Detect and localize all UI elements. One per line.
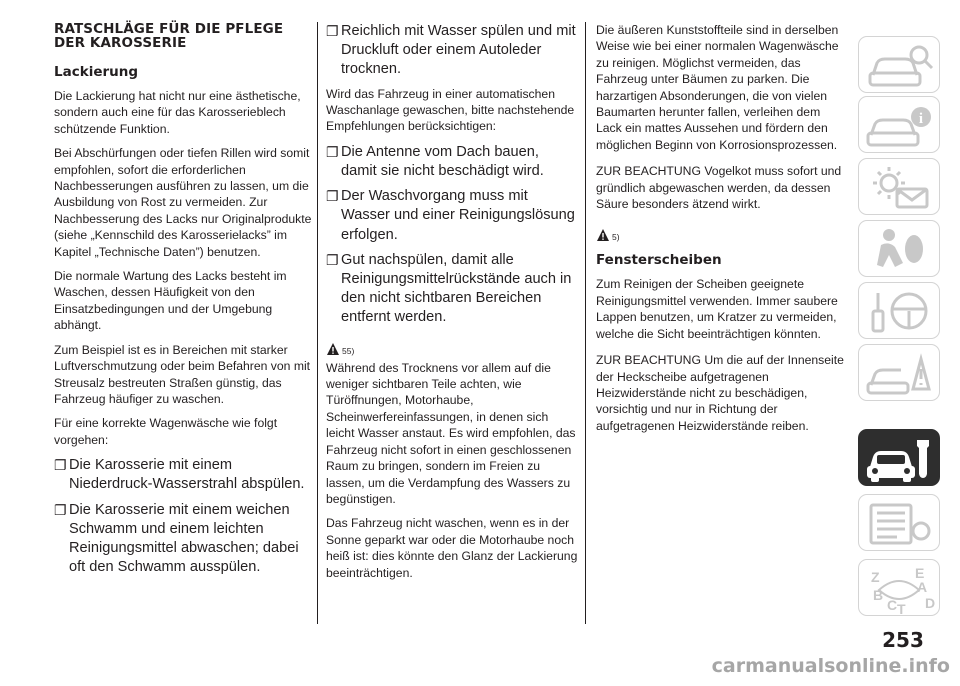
paragraph: Während des Trocknens vor allem auf die weniger sichtbaren Teile achten, wie Türöffnungen, Motorhaube, Scheinwerfereinfassungen, in denen sich leicht Wasser anstaut. Es wird empfohlen, das Fahrzeug nicht sofort in einen geschlossenen Raum zu bringen, sondern im Freien zu lassen, um die Verdampfung des Wassers zu begünstigen.	[326, 360, 576, 506]
warning-ref-number: 55)	[342, 345, 355, 356]
svg-text:i: i	[918, 111, 924, 127]
car-search-icon	[859, 37, 941, 94]
checkbox-bullet-icon: ❐	[326, 251, 339, 268]
warning-reference[interactable]	[326, 334, 578, 356]
paragraph: Wird das Fahrzeug in einer automatischen Waschanlage gewaschen, bitte nachstehende Empfehlungen berücksichtigen:	[326, 86, 575, 134]
bullet-text: Die Karosserie mit einem weichen Schwamm und einem leichten Reinigungsmittel abwaschen; dabei oft den Schwamm ausspülen.	[69, 501, 299, 576]
chapter-tab-vehicle-overview[interactable]	[858, 36, 940, 93]
note-paragraph: ZUR BEACHTUNG Um die auf der Innenseite der Heckscheibe aufgetragenen Heizwiderstände nicht zu beschädigen, vorsichtig und nur in Richtung der aufgetragenen Heizwiderstände reiben.	[596, 353, 844, 433]
chapter-tab-knowing-vehicle[interactable]	[858, 96, 940, 153]
paragraph: Die äußeren Kunststoffteile sind in derselben Weise wie bei einer normalen Wagenwäsche zu reinigen. Möglichst vermeiden, das Fahrzeug unter Bäumen zu parken. Die harzartigen Absonderungen, die von vielen Baumarten herunter fallen, verleihen dem Lack ein mattes Aussehen und fördern den möglichen Beginn von Korrosionsprozessen.	[596, 23, 839, 152]
chapter-tab-safety[interactable]	[858, 220, 940, 277]
bullet-item	[326, 187, 578, 245]
column-divider-1	[317, 22, 318, 624]
paragraph: Zum Beispiel ist es in Bereichen mit starker Luftverschmutzung oder beim Befahren von mit Streusalz bestreuten Straßen günstig, das Fahrzeug häufiger zu waschen.	[54, 342, 311, 406]
bullet-text: Der Waschvorgang muss mit Wasser und einer Reinigungslösung erfolgen.	[341, 188, 575, 243]
bullet-item	[326, 22, 578, 80]
bullet-item	[54, 501, 312, 578]
checkbox-bullet-icon: ❐	[326, 188, 339, 205]
note-hand-icon	[596, 228, 610, 242]
index-letter: Z	[871, 569, 880, 585]
index-letter: T	[897, 601, 906, 617]
watermark-footer: carmanualsonline.info	[711, 655, 950, 677]
chapter-tab-maintenance[interactable]	[858, 429, 940, 486]
chapter-tab-index[interactable]	[858, 559, 940, 616]
bullet-text: Die Karosserie mit einem Niederdruck-Wasserstrahl abspülen.	[69, 457, 305, 493]
column-1	[54, 22, 312, 583]
bullet-item	[326, 143, 578, 181]
note-paragraph: ZUR BEACHTUNG Vogelkot muss sofort und gründlich abgewaschen werden, da dessen Säure besonders ätzend wirkt.	[596, 164, 842, 212]
index-letter: E	[915, 565, 925, 581]
steering-key-icon	[859, 283, 941, 340]
note-ref-number: 5)	[612, 232, 620, 243]
paragraph: Bei Abschürfungen oder tiefen Rillen wird somit empfohlen, sofort die erforderlichen Nachbesserungen ausführen zu lassen, um die Ausbildung von Rost zu vermeiden. Zur Nachbesserung des Lacks nur Originalprodukte (siehe „Kennschild des Karosserielacks” im Kapitel „Technische Daten”) benutzen.	[54, 146, 312, 259]
warning-lights-icon	[859, 159, 941, 216]
note-reference[interactable]	[596, 220, 846, 242]
column-2	[326, 22, 578, 589]
bullet-text: Die Antenne vom Dach bauen, damit sie nicht beschädigt wird.	[341, 143, 544, 180]
car-service-icon	[859, 430, 941, 487]
page-number: 253	[882, 628, 924, 652]
chapter-tab-warning-lights[interactable]	[858, 158, 940, 215]
chapter-tab-starting-driving[interactable]	[858, 282, 940, 339]
column-divider-2	[585, 22, 586, 624]
paragraph: Die Lackierung hat nicht nur eine ästhetische, sondern auch eine für das Karosserieblech schützende Funktion.	[54, 89, 301, 136]
column-3	[596, 22, 846, 442]
checkbox-bullet-icon: ❐	[326, 23, 339, 39]
bullet-item	[54, 456, 312, 494]
subheading-lackierung: Lackierung	[54, 64, 139, 80]
paragraph: Das Fahrzeug nicht waschen, wenn es in der Sonne geparkt war oder die Motorhaube noch heiß ist: dies könnte den Glanz der Lackierung beeinträchtigen.	[326, 516, 578, 580]
checkbox-bullet-icon: ❐	[54, 501, 67, 518]
chapter-tab-emergency[interactable]	[858, 344, 940, 401]
paragraph: Die normale Wartung des Lacks besteht im Waschen, dessen Häufigkeit von den Einsatzbedingungen und der Umgebung abhängt.	[54, 269, 287, 333]
checkbox-bullet-icon: ❐	[54, 457, 67, 474]
section-heading: RATSCHLÄGE FÜR DIE PFLEGE DER KAROSSERIE	[54, 21, 284, 51]
car-breakdown-icon	[859, 345, 941, 402]
car-info-icon	[859, 97, 941, 154]
bullet-text: Reichlich mit Wasser spülen und mit Druckluft oder einem Autoleder trocknen.	[341, 23, 576, 78]
bullet-item	[326, 251, 578, 328]
index-letter: C	[887, 597, 898, 613]
index-letter: B	[873, 587, 884, 603]
subheading-fensterscheiben: Fensterscheiben	[596, 252, 722, 269]
technical-data-icon	[859, 495, 941, 552]
checkbox-bullet-icon: ❐	[326, 143, 339, 160]
airbag-seat-icon	[859, 221, 941, 278]
chapter-tab-technical-data[interactable]	[858, 494, 940, 551]
index-letter: D	[925, 595, 936, 611]
alphabetical-index-icon	[859, 560, 941, 617]
paragraph: Für eine korrekte Wagenwäsche wie folgt vorgehen:	[54, 416, 278, 447]
paragraph: Zum Reinigen der Scheiben geeignete Reinigungsmittel verwenden. Immer saubere Lappen benutzen, um Kratzer zu vermeiden, welche die Sicht beeinträchtigen könnten.	[596, 277, 838, 341]
bullet-text: Gut nachspülen, damit alle Reinigungsmittelrückstände auch in den nicht sichtbaren Bereichen entfernt werden.	[341, 251, 572, 326]
index-letter: A	[917, 579, 928, 595]
warning-triangle-icon	[326, 342, 340, 356]
